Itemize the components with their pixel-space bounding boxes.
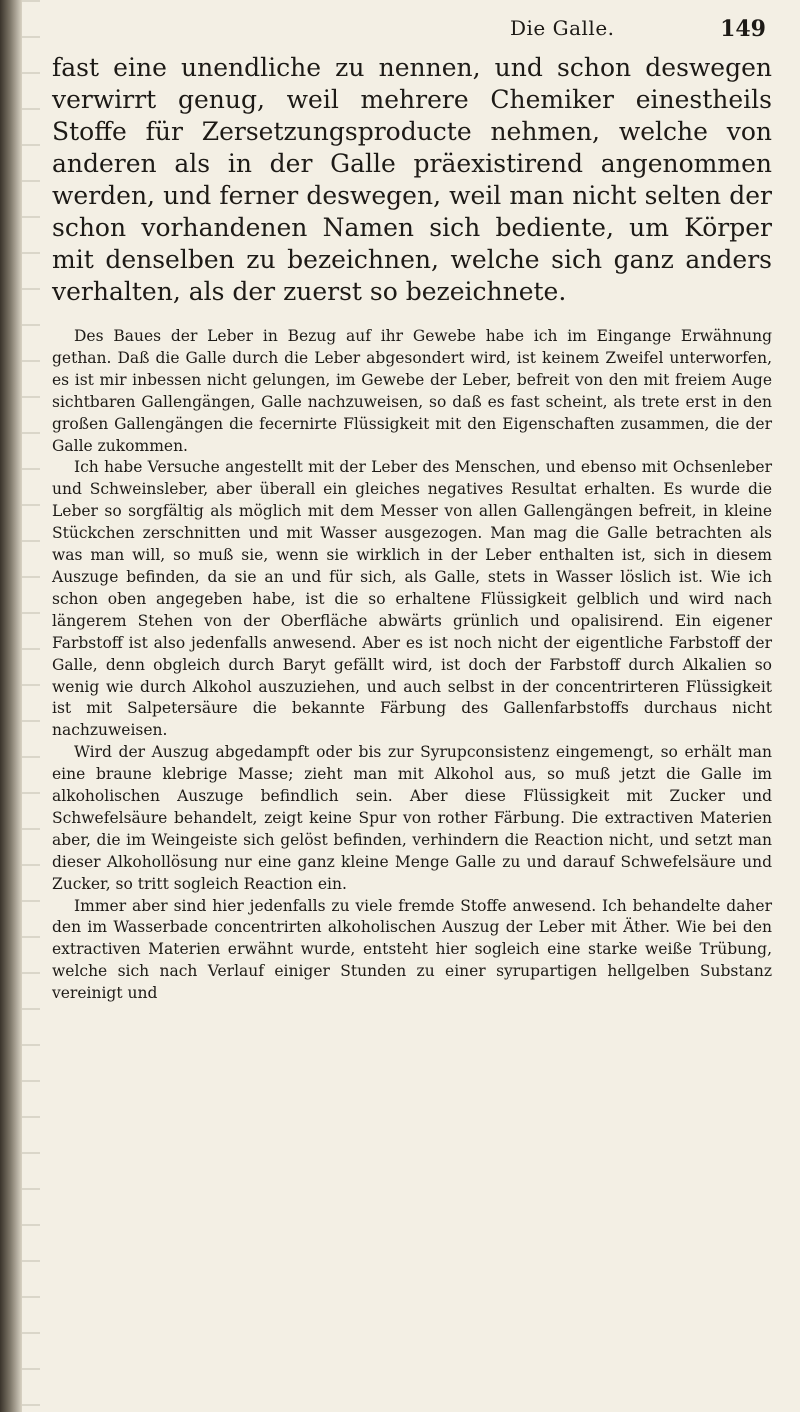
main-paragraph: fast eine unendliche zu nennen, und schon deswegen verwirrt genug, weil mehrere Chemiker einestheils Stoffe für Zersetzungsproducte nehmen, welche von anderen als in der Galle präexistirend angenommen werden, und ferner deswegen, weil man nicht selten der schon vorhandenen Namen sich bediente, um Körper mit denselben zu bezeichnen, welche sich ganz anders verhalten, als der zuerst so bezeichnete.	[52, 53, 772, 306]
binding-shadow	[22, 0, 40, 1412]
note-paragraph-1: Des Baues der Leber in Bezug auf ihr Gewebe habe ich im Eingange Erwähnung gethan. Daß die Galle durch die Leber abgesondert wird, ist keinem Zweifel unterworfen, es ist mir inbessen nicht gelungen, im Gewebe der Leber, befreit von den mit freiem Auge sichtbaren Gallengängen, Galle nachzuweisen, so daß es fast scheint, als trete erst in den großen Gallengängen die fecernirte Flüssigkeit mit den Eigenschaften zusammen, die der Galle zukommen.	[52, 327, 772, 455]
note-paragraph-3: Wird der Auszug abgedampft oder bis zur Syrupconsistenz eingemengt, so erhält man eine braune klebrige Masse; zieht man mit Alkohol aus, so muß jetzt die Galle im alkoholischen Auszuge befindlich sein. Aber diese Flüssigkeit mit Zucker und Schwefelsäure behandelt, zeigt keine Spur von rother Färbung. Die extractiven Materien aber, die im Weingeiste sich gelöst befinden, verhindern die Reaction nicht, und setzt man dieser Alkohollösung nur eine ganz kleine Menge Galle zu und darauf Schwefelsäure und Zucker, so tritt sogleich Reaction ein.	[52, 743, 772, 893]
page-number: 149	[720, 16, 766, 42]
page-content	[52, 52, 772, 1005]
small-print-notes	[52, 326, 772, 1005]
main-text-block	[52, 52, 772, 308]
note-paragraph-2: Ich habe Versuche angestellt mit der Leber des Menschen, und ebenso mit Ochsenleber und Schweinsleber, aber überall ein gleiches negatives Resultat erhalten. Es wurde die Leber so sorgfältig als möglich mit dem Messer von allen Gallengängen befreit, in kleine Stückchen zerschnitten und mit Wasser ausgezogen. Man mag die Galle betrachten als was man will, so muß sie, wenn sie wirklich in der Leber enthalten ist, sich in diesem Auszuge befinden, da sie an und für sich, als Galle, stets in Wasser löslich ist. Wie ich schon oben angegeben habe, ist die so erhaltene Flüssigkeit gelblich und wird nach längerem Stehen von der Oberfläche abwärts grünlich und opalisirend. Ein eigener Farbstoff ist also jedenfalls anwesend. Aber es ist noch nicht der eigentliche Farbstoff der Galle, denn obgleich durch Baryt gefällt wird, ist doch der Farbstoff durch Alkalien so wenig wie durch Alkohol auszuziehen, und auch selbst in der concentrirteren Flüssigkeit ist mit Salpetersäure die bekannte Färbung des Gallenfarbstoffs durchaus nicht nachzuweisen.	[52, 458, 772, 740]
running-head: Die Galle.	[510, 16, 615, 40]
note-paragraph-4: Immer aber sind hier jedenfalls zu viele fremde Stoffe anwesend. Ich behandelte daher den im Wasserbade concentrirten alkoholischen Auszug der Leber mit Äther. Wie bei den extractiven Materien erwähnt wurde, entsteht hier sogleich eine starke weiße Trübung, welche sich nach Verlauf einiger Stunden zu einer syrupartigen hellgelben Substanz vereinigt und	[52, 896, 772, 1003]
book-binding-edge	[0, 0, 22, 1412]
page-header	[0, 6, 800, 54]
